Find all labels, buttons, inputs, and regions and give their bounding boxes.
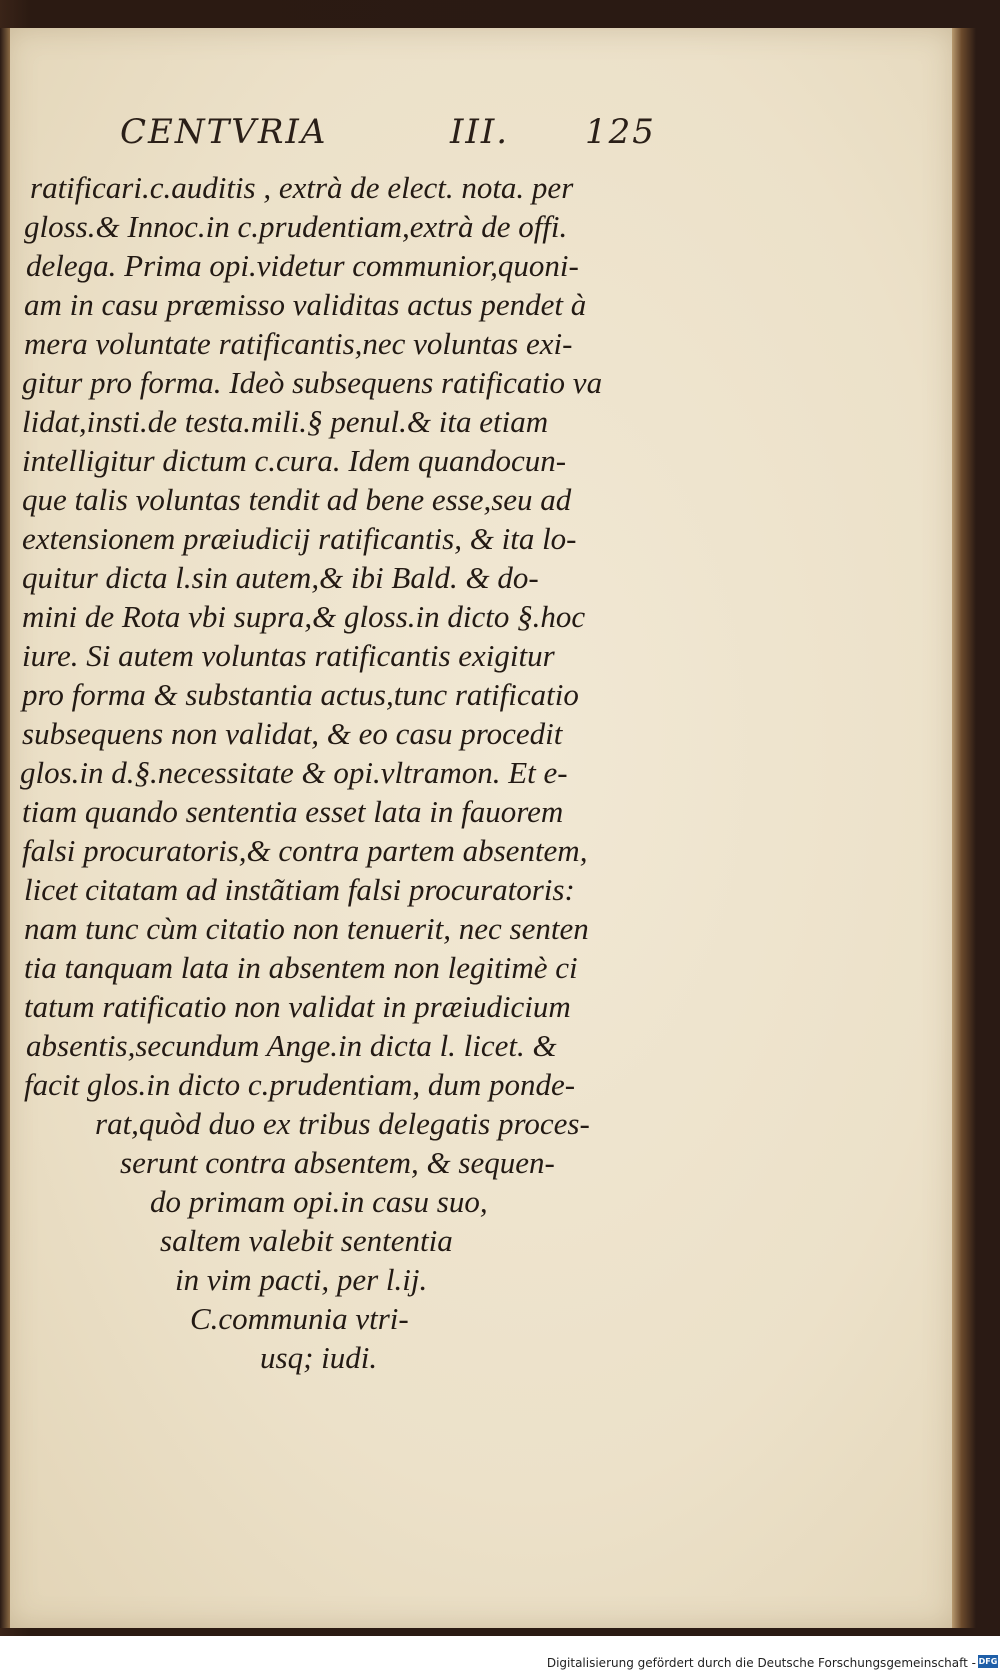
text-line: gitur pro forma. Ideò subsequens ratificatio va [22,365,603,400]
text-line: absentis,secundum Ange.in dicta l. licet. & [26,1028,557,1063]
digitization-credit: Digitalisierung gefördert durch die Deutsche Forschungsgemeinschaft - [546,1656,976,1670]
text-line: saltem valebit sententia [160,1223,453,1258]
text-line: facit glos.in dicto c.prudentiam, dum ponde- [24,1067,576,1102]
text-line: lidat,insti.de testa.mili.§ penul.& ita etiam [22,404,549,439]
text-line: mera voluntate ratificantis,nec voluntas exi- [24,326,573,361]
text-line: subsequens non validat, & eo casu procedit [22,716,563,751]
text-line: glos.in d.§.necessitate & opi.vltramon. Et e- [20,755,568,790]
text-line: licet citatam ad instãtiam falsi procuratoris: [24,872,575,907]
dfg-logo: DFG [978,1657,998,1666]
text-line: pro forma & substantia actus,tunc ratificatio [22,677,579,712]
text-line: intelligitur dictum c.cura. Idem quandocun- [22,443,567,478]
text-line: tia tanquam lata in absentem non legitimè ci [24,950,578,985]
text-line: mini de Rota vbi supra,& gloss.in dicto §.hoc [22,599,586,634]
text-line: gloss.& Innoc.in c.prudentiam,extrà de offi. [24,209,568,244]
text-line: am in casu præmisso validitas actus pendet à [24,287,587,322]
running-title: CENTVRIA [120,112,328,152]
text-line: iure. Si autem voluntas ratificantis exigitur [22,638,555,673]
text-line: extensionem præiudicij ratificantis, & ita lo- [22,521,577,556]
text-line: usq; iudi. [260,1340,378,1375]
text-line: rat,quòd duo ex tribus delegatis proces- [95,1106,590,1141]
folio-number: 125 [585,112,656,152]
text-line: ratificari.c.auditis , extrà de elect. nota. per [30,170,574,205]
text-line: C.communia vtri- [190,1301,409,1336]
text-line: in vim pacti, per l.ij. [175,1262,428,1297]
text-line: que talis voluntas tendit ad bene esse,seu ad [22,482,572,517]
text-line: serunt contra absentem, & sequen- [120,1145,555,1180]
text-line: tiam quando sententia esset lata in fauorem [22,794,564,829]
text-line: nam tunc cùm citatio non tenuerit, nec senten [24,911,589,946]
text-line: quitur dicta l.sin autem,& ibi Bald. & do- [22,560,539,595]
century-number: III. [450,112,510,152]
page-header [120,112,660,162]
text-line: tatum ratificatio non validat in præiudicium [24,989,571,1024]
page-left-edge [0,28,10,1628]
text-line: falsi procuratoris,& contra partem absentem, [22,833,588,868]
body-text [20,168,950,1377]
text-line: do primam opi.in casu suo, [150,1184,488,1219]
text-line: delega. Prima opi.videtur communior,quoni- [26,248,579,283]
